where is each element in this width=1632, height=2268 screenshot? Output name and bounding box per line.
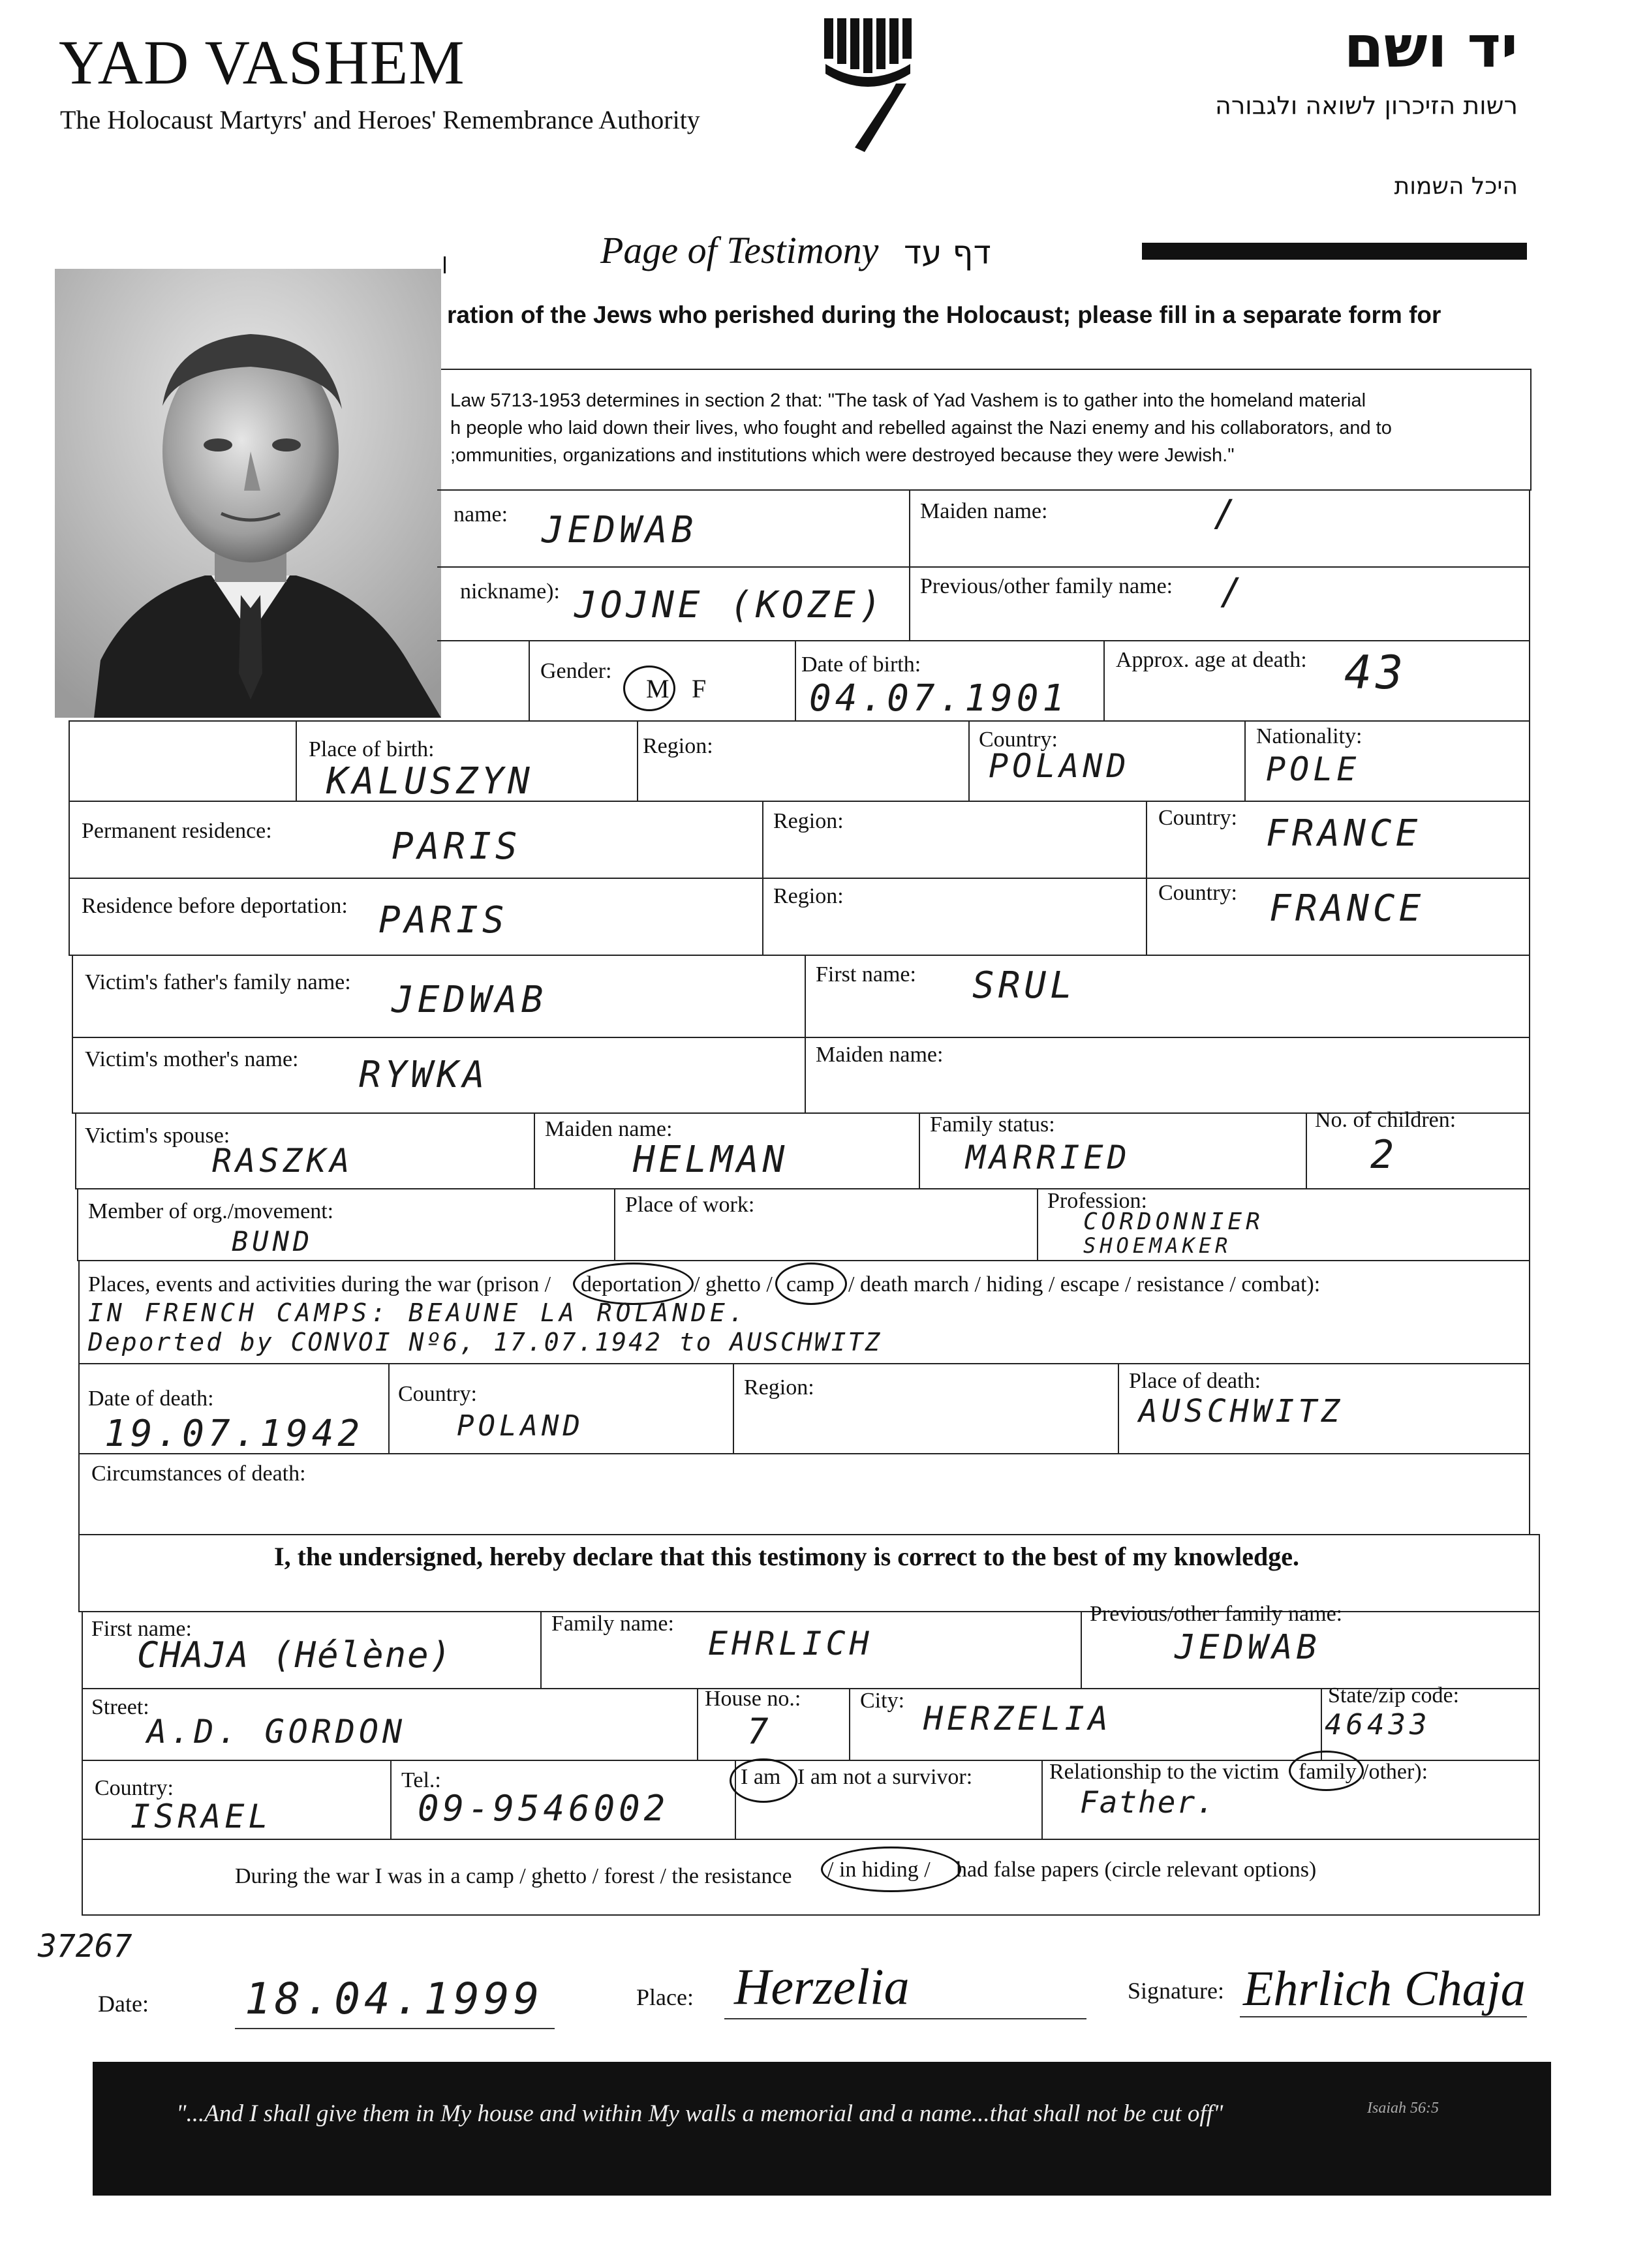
family-circle bbox=[1289, 1751, 1364, 1791]
res-before-country-value: FRANCE bbox=[1269, 887, 1425, 930]
org-subtitle: The Holocaust Martyrs' and Heroes' Remembrance Authority bbox=[60, 105, 700, 134]
father-first-value: SRUL bbox=[972, 964, 1076, 1007]
pob-country-value: POLAND bbox=[989, 747, 1130, 785]
war-status-option-hiding: / in hiding / bbox=[827, 1858, 931, 1882]
death-region-label: Region: bbox=[744, 1375, 814, 1400]
family-name-value: JEDWAB bbox=[542, 509, 698, 551]
pob-region-label: Region: bbox=[643, 734, 713, 758]
death-country-label: Country: bbox=[398, 1382, 477, 1406]
submitter-first-value: CHAJA (Hélène) bbox=[137, 1634, 453, 1676]
victim-photo bbox=[55, 269, 441, 718]
declaration-text: I, the undersigned, hereby declare that this testimony is correct to the best of my knowledge. bbox=[274, 1542, 1299, 1571]
work-label: Place of work: bbox=[625, 1193, 755, 1217]
survivor-label: I am not a survivor: bbox=[797, 1765, 973, 1789]
hebrew-org-subtitle: רשות הזיכרון לשואה ולגבורה bbox=[1215, 91, 1518, 120]
age-value: 43 bbox=[1344, 646, 1408, 699]
date-line bbox=[235, 2028, 555, 2029]
res-before-country-label: Country: bbox=[1158, 881, 1237, 905]
place-line bbox=[724, 2018, 1086, 2019]
submitter-country-label: Country: bbox=[95, 1776, 174, 1800]
nationality-value: POLE bbox=[1266, 750, 1361, 788]
spouse-maiden-label: Maiden name: bbox=[545, 1117, 673, 1141]
submitter-first-label: First name: bbox=[91, 1617, 192, 1641]
perm-region-label: Region: bbox=[773, 809, 844, 833]
survivor-option-i-am: I am bbox=[741, 1765, 781, 1789]
footer-band bbox=[93, 2062, 1551, 2196]
hebrew-org-name: יד ושם bbox=[1344, 13, 1518, 80]
date-label: Date: bbox=[98, 1991, 149, 2017]
form-intro: ration of the Jews who perished during the Holocaust; please fill in a separate form for bbox=[447, 301, 1441, 328]
places-option-deportation: deportation bbox=[581, 1272, 682, 1296]
res-before-value: PARIS bbox=[378, 899, 508, 942]
tel-label: Tel.: bbox=[401, 1768, 441, 1792]
family-name-label: name: bbox=[454, 502, 508, 527]
city-label: City: bbox=[860, 1689, 905, 1713]
relationship-value: Father. bbox=[1080, 1785, 1216, 1820]
circumstances-label: Circumstances of death: bbox=[91, 1462, 306, 1486]
submitter-prev-label: Previous/other family name: bbox=[1090, 1602, 1343, 1626]
org-name: YAD VASHEM bbox=[59, 27, 465, 97]
places-value-line-2: Deported by CONVOI Nº6, 17.07.1942 to AUSCHWITZ bbox=[88, 1328, 882, 1356]
dob-label: Date of birth: bbox=[801, 652, 921, 677]
camp-circle bbox=[775, 1263, 847, 1305]
nationality-label: Nationality: bbox=[1256, 724, 1363, 748]
father-family-label: Victim's father's family name: bbox=[85, 970, 351, 994]
spouse-label: Victim's spouse: bbox=[85, 1124, 230, 1148]
dod-label: Date of death: bbox=[88, 1387, 214, 1411]
age-label: Approx. age at death: bbox=[1116, 648, 1307, 672]
perm-res-value: PARIS bbox=[392, 825, 521, 868]
menorah-logo bbox=[819, 12, 917, 155]
house-label: House no.: bbox=[705, 1687, 801, 1711]
signature-label: Signature: bbox=[1128, 1978, 1224, 2004]
submitter-country-value: ISRAEL bbox=[131, 1798, 272, 1835]
father-family-value: JEDWAB bbox=[392, 979, 547, 1021]
hiding-circle bbox=[821, 1847, 961, 1892]
street-label: Street: bbox=[91, 1695, 149, 1719]
law-text-line-1: Law 5713-1953 determines in section 2 that: "The task of Yad Vashem is to gather into the homeland material bbox=[450, 390, 1366, 411]
org-value: BUND bbox=[232, 1225, 314, 1257]
footer-quote: "...And I shall give them in My house and within My walls a memorial and a name...that shall not be cut off" bbox=[176, 2100, 1224, 2127]
children-value: 2 bbox=[1370, 1132, 1398, 1178]
war-status-label-b: had false papers (circle relevant options) bbox=[956, 1858, 1317, 1882]
place-value: Herzelia bbox=[734, 1958, 910, 2015]
maiden-name-label: Maiden name: bbox=[920, 499, 1048, 523]
mother-maiden-label: Maiden name: bbox=[816, 1043, 944, 1067]
record-number: 37267 bbox=[38, 1928, 132, 1965]
i-am-circle bbox=[730, 1758, 797, 1803]
children-label: No. of children: bbox=[1315, 1108, 1456, 1132]
pob-label: Place of birth: bbox=[309, 737, 435, 761]
form-title-hebrew: דף עד bbox=[904, 234, 991, 271]
father-first-label: First name: bbox=[816, 962, 916, 987]
city-value: HERZELIA bbox=[923, 1700, 1112, 1738]
places-option-camp: camp bbox=[786, 1272, 835, 1296]
title-tick bbox=[444, 256, 446, 273]
places-label-b: / ghetto / bbox=[694, 1272, 773, 1296]
perm-res-label: Permanent residence: bbox=[82, 819, 272, 843]
profession-label: Profession: bbox=[1047, 1189, 1147, 1213]
tel-value: 09-9546002 bbox=[418, 1788, 670, 1829]
family-status-value: MARRIED bbox=[966, 1139, 1131, 1176]
zip-label: State/zip code: bbox=[1328, 1683, 1460, 1708]
footer-reference: Isaiah 56:5 bbox=[1367, 2100, 1439, 2117]
form-title: Page of Testimony bbox=[600, 229, 879, 271]
relationship-label-a: Relationship to the victim bbox=[1049, 1760, 1280, 1784]
signature-value: Ehrlich Chaja bbox=[1243, 1961, 1526, 2016]
dob-value: 04.07.1901 bbox=[809, 677, 1069, 720]
death-country-value: POLAND bbox=[457, 1409, 584, 1443]
pob-region-cell bbox=[637, 720, 970, 802]
submitter-family-label: Family name: bbox=[551, 1612, 674, 1636]
gender-option-m: M bbox=[646, 674, 670, 703]
previous-family-name-label: Previous/other family name: bbox=[920, 574, 1173, 598]
gender-option-f: F bbox=[692, 674, 707, 703]
org-label: Member of org./movement: bbox=[88, 1199, 334, 1223]
death-place-value: AUSCHWITZ bbox=[1139, 1393, 1344, 1430]
spouse-maiden-value: HELMAN bbox=[633, 1139, 789, 1181]
profession-value-2: SHOEMAKER bbox=[1083, 1233, 1232, 1258]
street-value: A.D. GORDON bbox=[147, 1713, 407, 1751]
date-value: 18.04.1999 bbox=[245, 1974, 544, 2024]
title-bar bbox=[1142, 243, 1527, 260]
profession-value-1: CORDONNIER bbox=[1083, 1208, 1264, 1235]
signature-line bbox=[1240, 2016, 1527, 2017]
relationship-label-b: /other): bbox=[1363, 1760, 1428, 1784]
submitter-prev-value: JEDWAB bbox=[1175, 1628, 1321, 1667]
gender-row-blank-cell bbox=[437, 640, 530, 722]
mother-name-value: RYWKA bbox=[359, 1054, 489, 1096]
places-label-a: Places, events and activities during the war (prison / bbox=[88, 1272, 551, 1296]
gender-label: Gender: bbox=[540, 659, 612, 683]
zip-value: 46433 bbox=[1325, 1708, 1431, 1741]
spouse-value: RASZKA bbox=[212, 1142, 354, 1180]
hebrew-hall-of-names: היכל השמות bbox=[1394, 173, 1518, 200]
maiden-name-value: / bbox=[1214, 493, 1240, 535]
places-label-c: / death march / hiding / escape / resistance / combat): bbox=[848, 1272, 1321, 1296]
res-before-region-label: Region: bbox=[773, 884, 844, 908]
perm-country-label: Country: bbox=[1158, 806, 1237, 830]
first-name-value: JOJNE (KOZE) bbox=[574, 584, 885, 626]
pob-country-label: Country: bbox=[979, 728, 1058, 752]
death-place-label: Place of death: bbox=[1129, 1369, 1261, 1393]
submitter-family-value: EHRLICH bbox=[708, 1625, 873, 1663]
law-text-line-3: ;ommunities, organizations and institutions which were destroyed because they were Jewish." bbox=[450, 445, 1235, 466]
res-before-label: Residence before deportation: bbox=[82, 894, 348, 918]
war-status-label-a: During the war I was in a camp / ghetto / forest / the resistance bbox=[235, 1864, 792, 1888]
pob-value: KALUSZYN bbox=[326, 760, 534, 803]
family-status-label: Family status: bbox=[930, 1112, 1055, 1137]
dod-value: 19.07.1942 bbox=[104, 1413, 364, 1455]
relationship-option-family: family bbox=[1299, 1760, 1357, 1784]
first-name-label: nickname): bbox=[460, 579, 560, 604]
pob-blank-cell bbox=[69, 720, 297, 802]
place-label: Place: bbox=[636, 1984, 694, 2010]
law-text-line-2: h people who laid down their lives, who fought and rebelled against the Nazi enemy and his collaborators, and to bbox=[450, 418, 1392, 438]
places-value-line-1: IN FRENCH CAMPS: BEAUNE LA ROLANDE. bbox=[88, 1298, 748, 1327]
house-value: 7 bbox=[747, 1711, 773, 1752]
mother-name-label: Victim's mother's name: bbox=[85, 1047, 299, 1071]
perm-country-value: FRANCE bbox=[1266, 812, 1422, 855]
gender-m-circle bbox=[623, 666, 675, 711]
previous-family-name-value: / bbox=[1220, 571, 1246, 613]
